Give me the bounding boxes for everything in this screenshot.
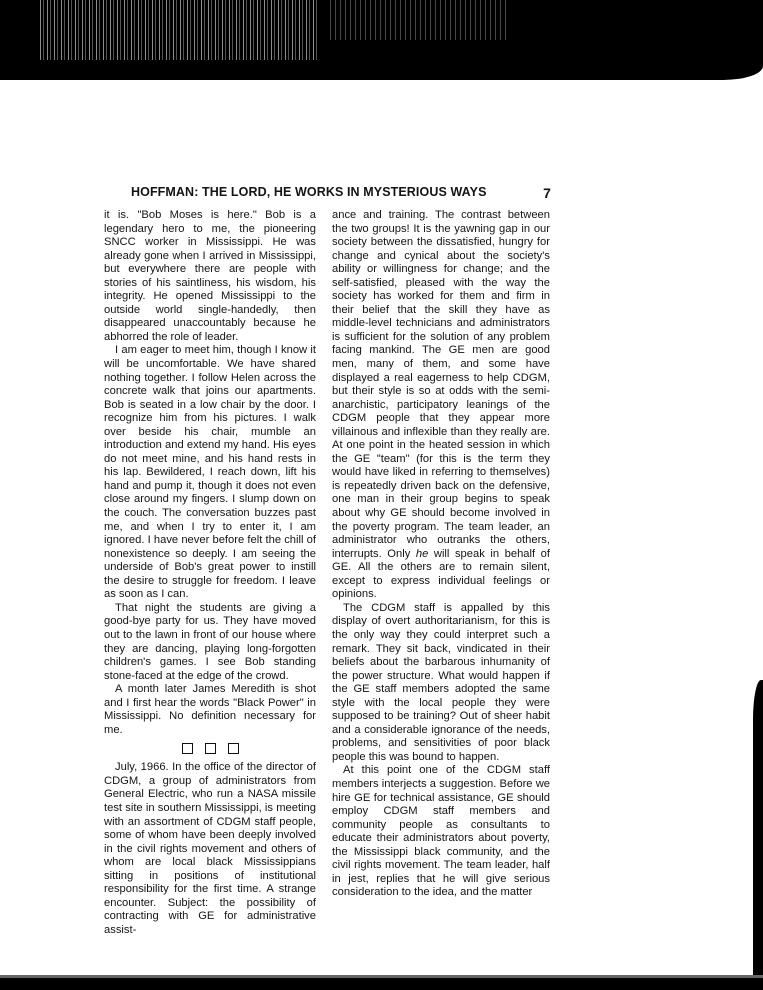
paragraph-text: ance and training. The contrast between the two groups! It is the yawning gap in our society between the dissatisfied, hungry for change and cynical about the society's ability or willingness for change; and the self-satisfied, pleased with the way the society has worked for them and firm in their belief that the skill they have as middle-level technicians and administrators is sufficient for the solution of any problem facing mankind. The GE men are good men, many of them, and some have displayed a real eagerness to help CDGM, but their style is so at odds with the semi-anarchistic, participatory leanings of the CDGM people that they appear more villainous and inflexible than they really are. At one point in the heated session in which the GE "team" (for this is the term they would have liked in referring to themselves) is repeatedly driven back on the defensive, one man in their group begins to speak about why GE should become involved in the poverty program. The team leader, an administrator who outranks the others, interrupts. Only: [332, 209, 550, 560]
separator-box-icon: [205, 743, 216, 754]
paragraph-text: will speak in behalf of GE. All the others are to remain silent, except to express individual feelings or opinions.: [332, 547, 550, 601]
scan-dark-bottom-border: [0, 975, 763, 990]
running-title: HOFFMAN: THE LORD, HE WORKS IN MYSTERIOUS WAYS: [131, 185, 487, 199]
right-column: [332, 209, 550, 900]
separator-box-icon: [182, 743, 193, 754]
scan-noise: [330, 0, 510, 40]
paragraph: July, 1966. In the office of the director of CDGM, a group of administrators from General Electric, who run a NASA missile test site in southern Mississippi, is meeting with an assortment of CDGM staff people, some of whom have been deeply involved in the civil rights movement and others of whom are local black Mississippians sitting in positions of institutional responsibility for the first time. A strange encounter. Subject: the possibility of contracting with GE for administrative assist-: [104, 761, 316, 936]
scan-noise: [40, 0, 320, 60]
section-separator: [104, 743, 316, 757]
running-header: [131, 185, 551, 199]
paragraph: it is. "Bob Moses is here." Bob is a legendary hero to me, the pioneering SNCC worker in Mississippi. He was already gone when I arrived in Mississippi, but everywhere there are people with stories of his saintliness, his wisdom, his integrity. He opened Mississippi to the outside world single-handedly, then disappeared unaccountably because he abhorred the role of leader.: [104, 209, 316, 343]
separator-box-icon: [228, 743, 239, 754]
paragraph: At this point one of the CDGM staff members interjects a suggestion. Before we hire GE for technical assistance, GE should employ CDGM staff members and community people as consultants to educate their administrators about poverty, the Mississippi black community, and the civil rights movement. The team leader, half in jest, replies that he will give serious consideration to the idea, and the matter: [332, 764, 550, 899]
scan-dark-top-border: [0, 0, 763, 80]
paragraph: I am eager to meet him, though I know it will be uncomfortable. We have shared nothing together. I follow Helen across the concrete walk that joins our apartments. Bob is seated in a low chair by the door. I recognize him from his pictures. I walk over beside his chair, mumble an introduction and extend my hand. His eyes do not meet mine, and his hand rests in his lap. Bewildered, I reach down, lift his hand and pump it, though it does not even close around my fingers. I slump down on the couch. The conversation buzzes past me, and when I try to enter it, I am ignored. I have never before felt the chill of nonexistence so deeply. I am seeing the underside of Bob's great power to instill the desire to struggle for freedom. I leave as soon as I can.: [104, 344, 316, 601]
paragraph: A month later James Meredith is shot and I first hear the words "Black Power" in Mississippi. No definition necessary for me.: [104, 683, 316, 736]
paragraph: [332, 209, 550, 602]
paragraph: The CDGM staff is appalled by this display of overt authoritarianism, for this is the only way they could interpret such a remark. They sit back, vindicated in their beliefs about the barbarous inhumanity of the power structure. What would happen if the GE staff members adopted the same style with the local people they were supposed to be training? Out of sheer habit and a considerable ignorance of the needs, problems, and sensitivities of poor black people this was bound to happen.: [332, 601, 550, 763]
page-number: 7: [543, 185, 551, 201]
emphasis-text: he: [415, 547, 429, 560]
paragraph: That night the students are giving a good-bye party for us. They have moved out to the lawn in front of our house where they are dancing, playing long-forgotten children's games. I see Bob standing stone-faced at the edge of the crowd.: [104, 601, 316, 682]
scan-dark-right-edge: [753, 680, 763, 990]
scan-speck: ɾ: [517, 6, 524, 23]
left-column: [104, 209, 316, 937]
